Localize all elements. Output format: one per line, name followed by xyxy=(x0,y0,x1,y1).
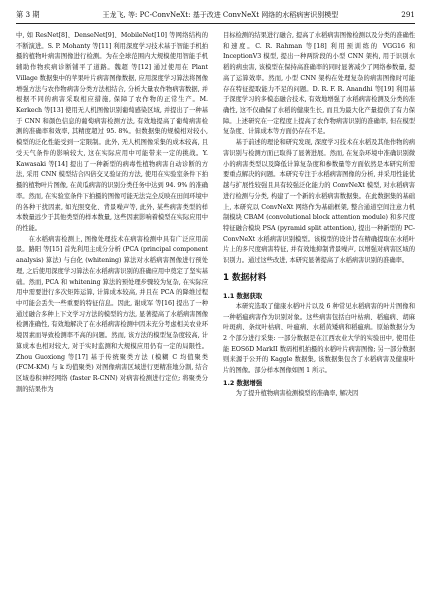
body-paragraph: 在水稻病害检测上, 图像处理技术在病害检测中具有广泛应用前景。路阳 等[15] 首先利用主成分分析 (PCA (principal component analysis) 算法) 与白化 (whitening) 算法对水稻病害图像进行预处理, 之后使用深度学习算法在水稻病害识别的准确应用中奠定了坚实基础。然而, PCA 和 whitening 算法的预处理步骤较为复杂, 在实际应用中需要进行多次矩阵运算, 计算成本较高, 并且在 PCA 的降维过程中可能会丢失一些重要的特征信息。因此, 谢成军 等[16] 提出了一种通过融合多种上下文学习方法的模型的方法, 显著提高了水稻病害图像检测准确性, 有效地解决了在水稻病害检测中因未充分考虑相关农业环境因素而导致检测率不高的问题。然而, 该方法的模型复杂度较高, 计算成本也相对较大, 对于实时监测和大规模应用仍有一定的局限性。Zhou Guoxiong 等[17] 基于传统聚类方法 (模糊 C 均值聚类 (FCM-KM) 与 k 均值聚类) 对图像病害区域进行更精准地分割, 结合区域卷积神经网络 (faster R-CNN) 对病害检测进行定位; 将聚类分割的结果作为 xyxy=(16,235,208,393)
body-paragraph: 目标检测的结果进行融合, 提高了水稻病害图像检测以及分类的准确性和速度。C. R. Rahman 等[18] 利用预训练的 VGG16 和 InceptionV3 模型, 提出一种两阶段的小型 CNN 架构, 用于识别水稻的病虫害, 该模型在保持高准确率的同时显著减少了网络参数量, 提高了运算效率。然而, 小型 CNN 架构在处理复杂的病害图像时可能存在特征提取能力不足的问题。D. R. F. R. Anandhi 等[19] 利用基于深度学习的多模态融合技术, 有效地增强了水稻病害检测及分类的准确性, 这不仅确保了水稻的健康生长, 而且为最大化产量提供了有力保障。上述研究在一定程度上提高了农作物病害识别的准确率, 但在模型复杂度、计算成本等方面仍存在不足。 xyxy=(223,32,415,136)
right-column xyxy=(223,31,415,400)
body-paragraph: 基于前述的理论和研究发现, 深度学习技术在水稻及其他作物的病害识别与检测方面已取得了显著进展。然而, 在复杂环境中准确识别微小的病害类型以及降低计算复杂度和参数量等方面依然是本研究所需要重点解决的问题。本研究专注于水稻病害图像的分析, 并采用性能优越与扩展性较强且具有较强泛化能力的 ConvNeXt 模型, 对水稻病害进行检测与分类, 构建了一个新的水稻病害数据集。在此数据集的基础上, 本研究以 ConvNeXt 网络作为基础框架, 整合通道空间注意力机制模块 CBAM (convolutional block attention module) 和多尺度特征融合模块 PSA (pyramid split attention), 提出一种新型的 PC-ConvNeXt 水稻病害识别模型。该模型的设计旨在精确提取在水稻叶片上的多尺度病害特征, 并有效地抑制背景噪声, 以增强对病害区域的识别力。通过这些改进, 本研究显著提高了水稻病害识别的准确率。 xyxy=(223,139,415,265)
issue-number: 第 3 期 xyxy=(16,10,40,19)
body-paragraph: 中, 如 ResNet[8]、DenseNet[9]、MobileNet[10] 等网络结构的不断演进。S. P. Mohanty 等[11] 利用深度学习技术基于智能手机拍摄的植物叶病害图像进行检测。为在全球范围内大规模使用智能手机辅助作物疾病诊断铺平了道路。魏超 等[12] 通过使用在 Plant Village 数据集中的苹果叶片病害图像数据, 应用深度学习算法将图像增强方法与农作物病害分类方法相结合, 分析大量农作物病害数据, 并根据不同的病害采取相应措施, 保障了农作物的正常生产。M. Kerkech 等[13] 使用无人机图像识别葡萄感染区域, 并提出了一种基于 CNN 和颜色信息的葡萄病害检测方法, 有效地提高了葡萄病害检测的准确率和效率, 其精度超过 95. 8%。但数据集的规模相对较小, 模型的泛化性能受到一定限制。此外, 无人机图像采集的成本较高, 且受天气条件的影响较大, 这在实际应用中可能带来一定的挑战。Y. Kawasaki 等[14] 提出了一种新型的病毒性植物病害自动诊断的方法, 采用 CNN 模型结合四倍交叉验证的方法, 使用在实验室条件下拍摄的植物叶片图像, 在黄瓜病害的识别分类任务中达到 94. 9% 的准确率。然而, 在实验室条件下拍摄的图像可能无法完全反映在田间环境中的各种干扰因素, 如光照变化、背景噪声等, 此外, 某些病害类型的样本数量远少于其他类型的样本数量, 这些因素影响着模型在实际应用中的性能。 xyxy=(16,32,208,232)
two-column-body xyxy=(16,31,415,400)
subsection-heading: 1.1 数据获取 xyxy=(223,291,263,300)
section-heading: 1 数据材料 xyxy=(223,272,267,283)
subsection-heading: 1.2 数据增强 xyxy=(223,378,263,387)
body-paragraph: 本研究选取了健康水稻叶片以及 6 种常见水稻病害的叶片图像和一种稻瘟病害作为识别对象。这些病害包括白叶枯病、稻瘟病、胡麻叶斑病、条纹叶枯病、叶瘟病、水稻黄矮病和稻瘟病。原始数据分为 2 个部分进行采集: 一部分数据是在江西农业大学的实验田中, 使用佳能 EOS6D MarkII 数码相机拍摄的水稻叶片病害图像; 另一部分数据则来源于公开的 Kaggle 数据集, 该数据集包含了水稻病害及健康叶片的图像。部分样本图像如图 1 所示。 xyxy=(223,302,415,375)
running-header xyxy=(16,10,415,24)
running-title: 王龙飞, 等: PC-ConvNeXt: 基于改进 ConvNeXt 网络的水稻病害识别模型 xyxy=(102,11,339,19)
page-number: 291 xyxy=(401,10,415,19)
body-paragraph: 为了提升植物病害检测模型的准确率, 解决因 xyxy=(235,389,359,397)
left-column xyxy=(16,31,208,400)
